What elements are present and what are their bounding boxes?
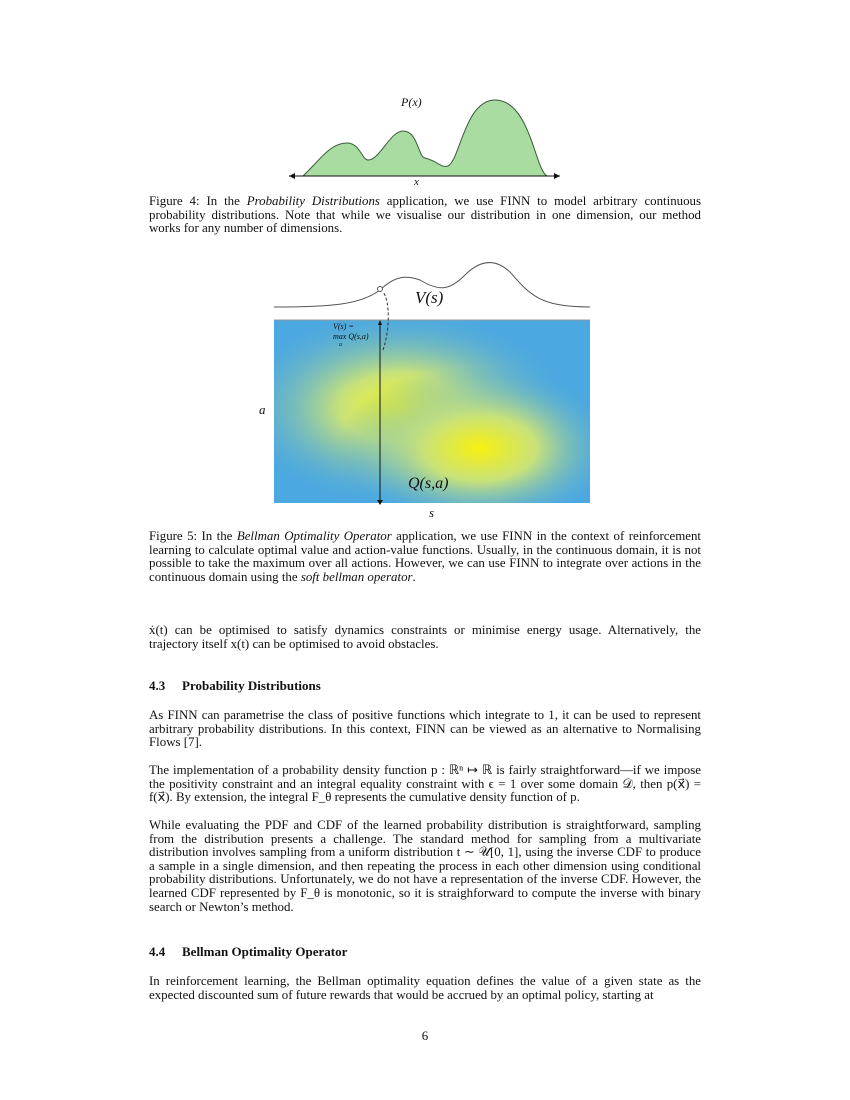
caption-text: application, we use FINN to model arbitrary continuous probability distributions. Note that while we visualise our distribution in one dimension, our method works for any number of dimensions. <box>149 194 702 236</box>
caption-text: application, we use FINN in the context of reinforcement learning to calculate optimal value and action-value functions. Usually, in the continuous domain, it is not possible to take the maximum over all actions. However, we can use FINN to integrate over actions in the continuous domain using the <box>149 529 701 584</box>
figures-graphics <box>0 0 850 520</box>
pdf-y-label: P(x) <box>401 95 422 109</box>
figure5-caption <box>149 530 701 584</box>
max-annotation <box>333 322 369 348</box>
annot-line: V(s) = <box>333 322 354 331</box>
pdf-plot <box>289 100 560 179</box>
pdf-x-label: x <box>414 176 419 188</box>
section-title: Probability Distributions <box>182 678 321 693</box>
paragraph: While evaluating the PDF and CDF of the learned probability distribution is straightforward, sampling from the distribution presents a challenge. The standard method for sampling from a multivariate distribution involves sampling from a uniform distribution t ∼ 𝒰[0, 1], using the inverse CDF to produce a sample in a single dimension, and then repeating the process in each other dimension using conditional probability distributions. Unfortunately, we do not have a representation of the inverse CDF. However, the learned CDF represented by F_θ is monotonic, so it is straighforward to compute the inverse with binary search or Newton’s method. <box>149 818 701 914</box>
paragraph: In reinforcement learning, the Bellman optimality equation defines the value of a given state as the expected discounted sum of future rewards that would be accrued by an optimal policy, starting at <box>149 974 701 1002</box>
section-heading-4-3 <box>149 679 321 693</box>
paragraph: The implementation of a probability density function p : ℝⁿ ↦ ℝ is fairly straightforward—if we impose the positivity constraint and an integral equality constraint with ϵ = 1 over some domain 𝒟, then p(x⃗) = f(x⃗). By extension, the integral F_θ represents the cumulative density function of p. <box>149 763 701 805</box>
annot-line: max Q(s,a) <box>333 332 369 341</box>
section-number: 4.4 <box>149 944 166 959</box>
a-axis-label: a <box>259 402 266 417</box>
paragraph: As FINN can parametrise the class of positive functions which integrate to 1, it can be used to represent arbitrary probability distributions. In this context, FINN can be viewed as an alternative to Normalising Flows [7]. <box>149 708 701 750</box>
figure4-caption <box>149 195 701 236</box>
value-label: V(s) <box>415 288 444 307</box>
s-axis-label: s <box>429 505 435 520</box>
caption-text: Figure 4: In the <box>149 194 247 208</box>
pdf-area <box>303 100 547 176</box>
q-label: Q(s,a) <box>408 475 449 492</box>
caption-text: Figure 5: In the <box>149 529 237 543</box>
section-heading-4-4 <box>149 945 347 959</box>
section-title: Bellman Optimality Operator <box>182 944 348 959</box>
caption-text: . <box>412 569 416 584</box>
annot-sub: a <box>339 342 342 348</box>
caption-emphasis: soft bellman operator <box>300 569 413 584</box>
page-number: 6 <box>421 1029 429 1043</box>
caption-emphasis: Bellman Optimality Operator <box>236 529 392 543</box>
section-number: 4.3 <box>149 678 166 693</box>
intro-paragraph: ẋ(t) can be optimised to satisfy dynamics constraints or minimise energy usage. Alternatively, the trajectory itself x(t) can be optimised to avoid obstacles. <box>149 623 701 651</box>
caption-emphasis: Probability Distributions <box>246 194 380 208</box>
